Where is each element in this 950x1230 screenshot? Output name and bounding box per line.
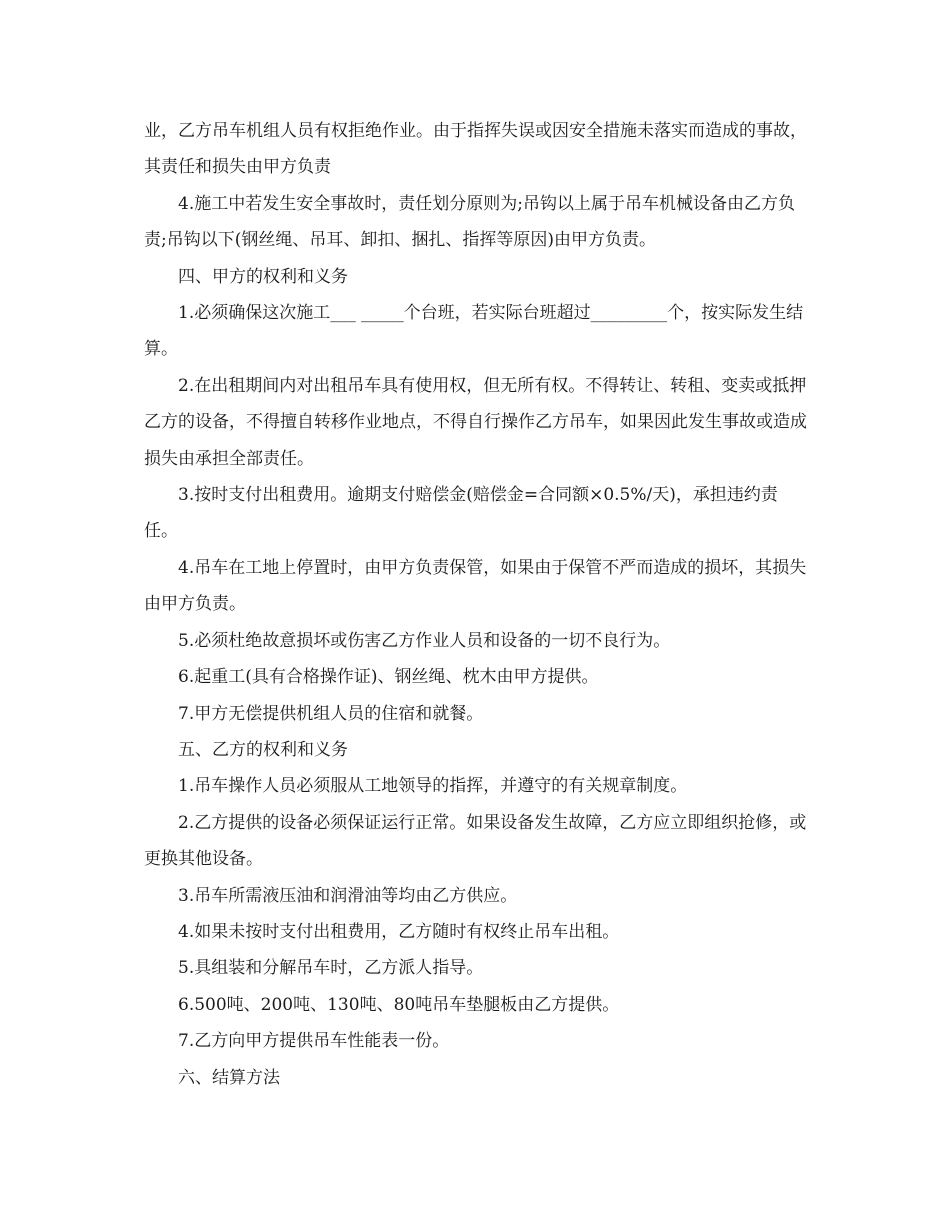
paragraph-1: 4.施工中若发生安全事故时，责任划分原则为;吊钩以上属于吊车机械设备由乙方负责;吊钩以下(钢丝绳、吊耳、卸扣、捆扎、指挥等原因)由甲方负责。 [144, 193, 795, 251]
paragraph-3: 1.必须确保这次施工___ _____个台班，若实际台班超过_________个，按实际发生结算。 [144, 303, 804, 360]
paragraph-17: 7.乙方向甲方提供吊车性能表一份。 [178, 1031, 450, 1052]
paragraph-12: 2.乙方提供的设备必须保证运行正常。如果设备发生故障，乙方应立即组织抢修，或更换其他设备。 [144, 812, 807, 870]
paragraph-13: 3.吊车所需液压油和润滑油等均由乙方供应。 [178, 885, 518, 906]
paragraph-15: 5.具组装和分解吊车时，乙方派人指导。 [178, 958, 484, 979]
paragraph-9: 7.甲方无偿提供机组人员的住宿和就餐。 [178, 703, 484, 724]
document-body [144, 113, 810, 1096]
paragraph-16: 6.500吨、200吨、130吨、80吨吊车垫腿板由乙方提供。 [178, 994, 620, 1015]
section-heading-5: 五、乙方的权利和义务 [178, 739, 348, 760]
paragraph-6: 4.吊车在工地上停置时，由甲方负责保管，如果由于保管不严而造成的损坏，其损失由甲方负责。 [144, 557, 807, 615]
section-heading-6: 六、结算方法 [178, 1067, 280, 1088]
paragraph-11: 1.吊车操作人员必须服从工地领导的指挥，并遵守的有关规章制度。 [178, 776, 688, 797]
paragraph-7: 5.必须杜绝故意损坏或伤害乙方作业人员和设备的一切不良行为。 [178, 630, 671, 651]
paragraph-0: 业，乙方吊车机组人员有权拒绝作业。由于指挥失误或因安全措施未落实而造成的事故，其责任和损失由甲方负责 [144, 121, 807, 178]
paragraph-8: 6.起重工(具有合格操作证)、钢丝绳、枕木由甲方提供。 [178, 667, 599, 688]
section-heading-4: 四、甲方的权利和义务 [178, 266, 348, 287]
paragraph-14: 4.如果未按时支付出租费用，乙方随时有权终止吊车出租。 [178, 921, 620, 942]
paragraph-4: 2.在出租期间内对出租吊车具有使用权，但无所有权。不得转让、转租、变卖或抵押乙方的设备，不得擅自转移作业地点，不得自行操作乙方吊车，如果因此发生事故或造成损失由承担全部责任。 [144, 375, 807, 469]
paragraph-5: 3.按时支付出租费用。逾期支付赔偿金(赔偿金=合同额×0.5%/天)，承担违约责任。 [144, 485, 778, 542]
